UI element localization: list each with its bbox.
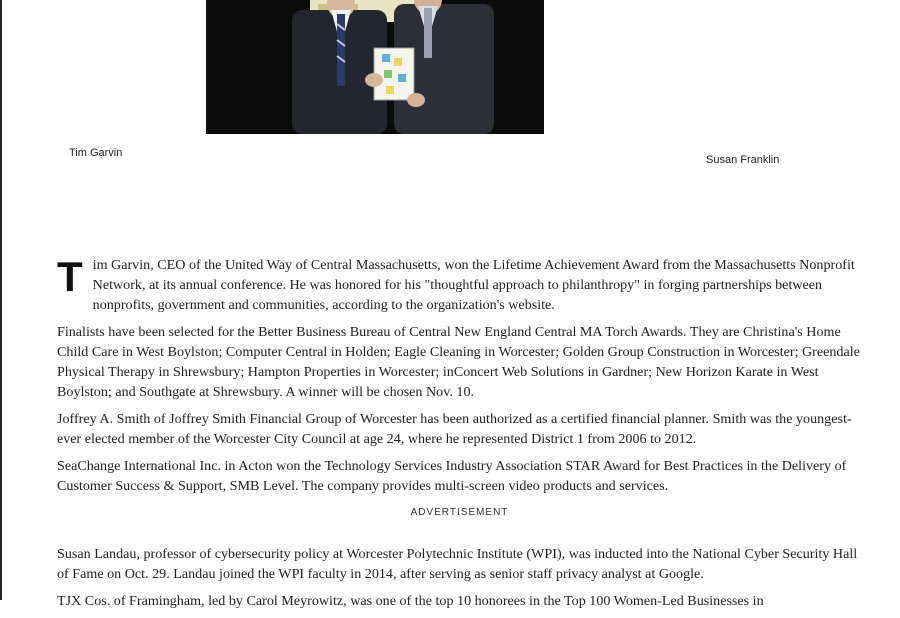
award-photo-illustration bbox=[206, 0, 544, 134]
advertisement-label: ADVERTISEMENT bbox=[410, 507, 509, 518]
article-paragraph: Susan Landau, professor of cybersecurity policy at Worcester Polytechnic Institute (WPI), was inducted into the National Cyber Security Hall of Fame on Oct. 29. Landau joined the WPI faculty in 2014, after serving as senior staff privacy analyst at Google. bbox=[57, 546, 858, 582]
article-paragraph-text: im Garvin, CEO of the United Way of Central Massachusetts, won the Lifetime Achievement Award from the Massachusetts Nonprofit Network, at its annual conference. He was honored for his "thoughtful approach to philanthropy" in forging partnerships between nonprofits, government and communities, according to the organization's website. bbox=[92, 257, 855, 313]
photo-caption-left: Tim Garvin bbox=[69, 147, 123, 159]
drop-cap: T bbox=[57, 253, 83, 300]
article-paragraph: SeaChange International Inc. in Acton won the Technology Services Industry Association STAR Award for Best Practices in the Delivery of Customer Success & Support, SMB Level. The company provides multi-screen video products and services. bbox=[57, 458, 847, 494]
article-body bbox=[57, 255, 862, 618]
article-paragraph: Joffrey A. Smith of Joffrey Smith Financial Group of Worcester has been authorized as a certified financial planner. Smith was the youngest-ever elected member of the Worcester City Council at age 24, where he represented District 1 from 2006 to 2012. bbox=[57, 411, 852, 447]
award-photo bbox=[206, 0, 544, 134]
article-paragraph bbox=[57, 255, 862, 315]
article-paragraph: TJX Cos. of Framingham, led by Carol Meyrowitz, was one of the top 10 honorees in the Top 100 Women-Led Businesses in bbox=[57, 593, 764, 609]
page-left-border bbox=[0, 0, 2, 600]
photo-caption-right: Susan Franklin bbox=[706, 154, 780, 166]
article-paragraph: Finalists have been selected for the Better Business Bureau of Central New England Central MA Torch Awards. They are Christina's Home Child Care in West Boylston; Computer Central in Holden; Eagle Cleaning in Worcester; Golden Group Construction in Worcester; Greendale Physical Therapy in Shrewsbury; Hampton Properties in Worcester; inConcert Web Solutions in Gardner; New Horizon Karate in West Boylston; and Southgate at Shrewsbury. A winner will be chosen Nov. 10. bbox=[57, 324, 860, 400]
